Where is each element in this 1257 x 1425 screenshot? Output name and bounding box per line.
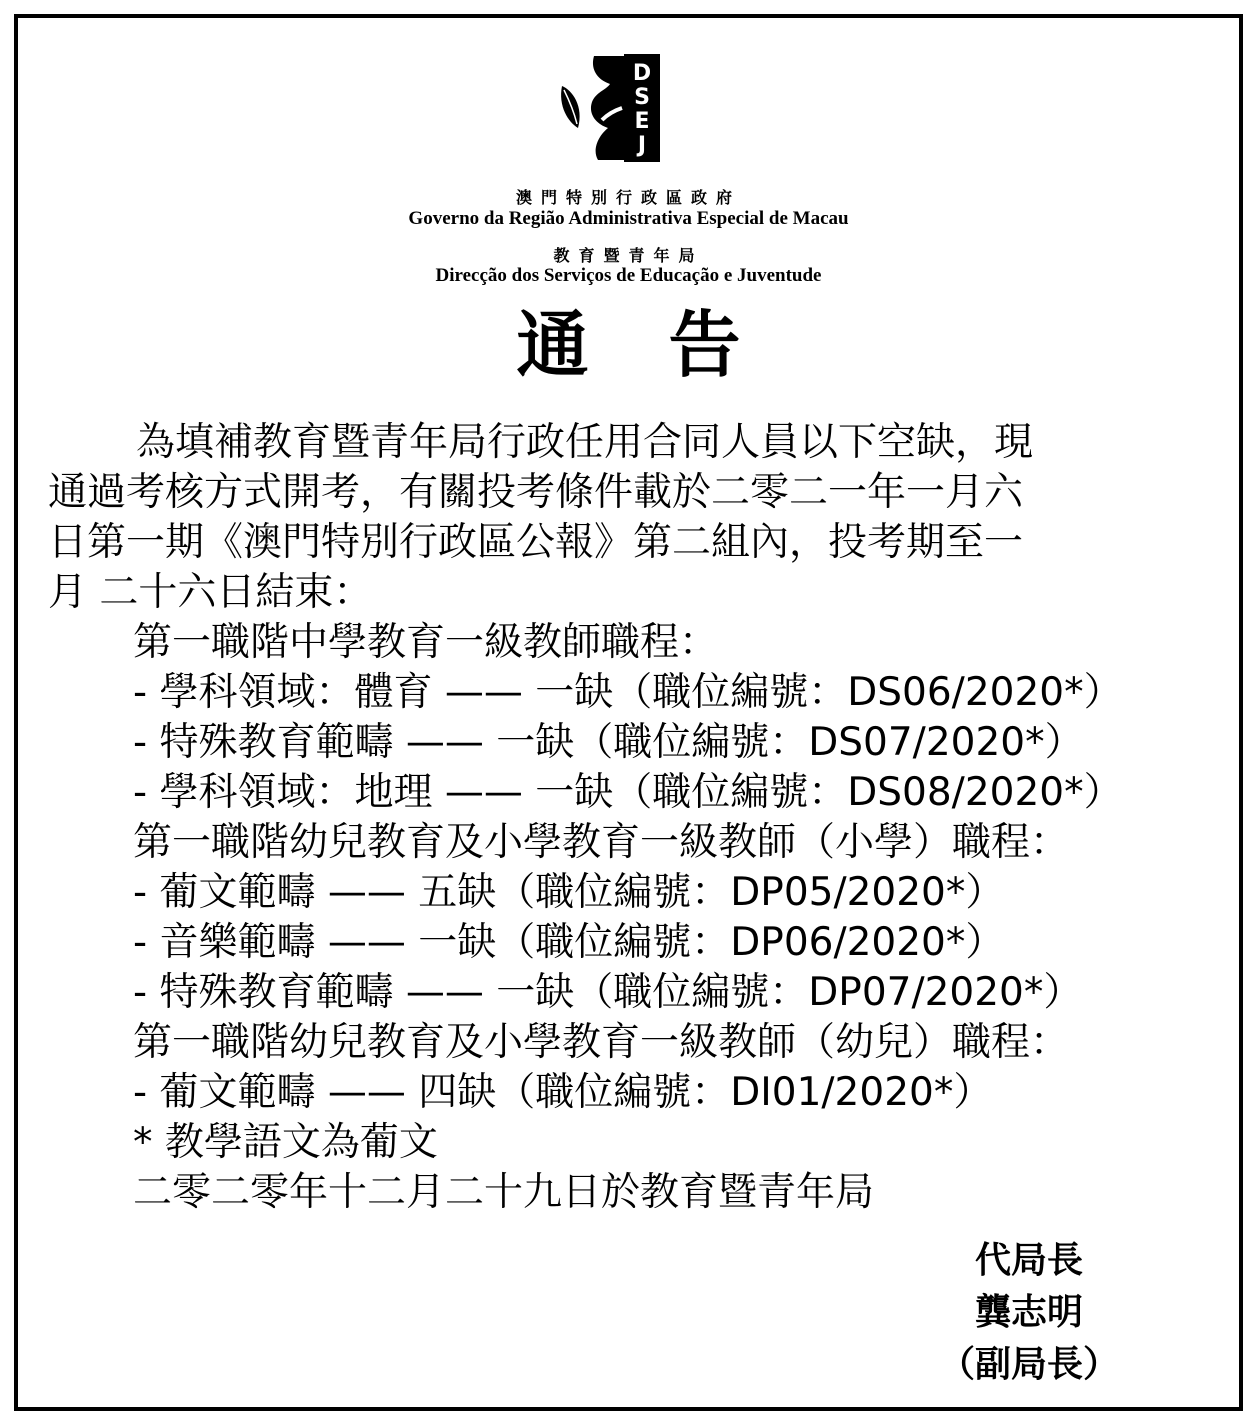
government-name-pt: Governo da Região Administrativa Especial de Macau (408, 208, 849, 229)
government-name-zh: 澳門特別行政區政府 (515, 188, 741, 207)
intro-paragraph (48, 418, 1218, 618)
department-name-pt: Direcção dos Serviços de Educação e Juventude (435, 265, 822, 286)
signature-role: 代局長 (974, 1240, 1083, 1281)
signature-block (939, 1235, 1119, 1391)
svg-text:E: E (634, 109, 650, 134)
dsej-logo (558, 50, 668, 170)
vacancy-item: - 特殊教育範疇 —— 一缺（職位編號：DP07/2020*） (133, 970, 1083, 1015)
vacancy-item: - 學科領域：體育 —— 一缺（職位編號：DS06/2020*） (133, 670, 1123, 715)
career-heading: 第一職階幼兒教育及小學教育一級教師（小學）職程： (133, 820, 1070, 865)
issue-date: 二零二零年十二月二十九日於教育暨青年局 (133, 1170, 875, 1215)
intro-line: 為填補教育暨青年局行政任用合同人員以下空缺，現 (136, 420, 1034, 465)
svg-text:J: J (637, 133, 647, 158)
signature-name: 龔志明 (974, 1292, 1083, 1333)
vacancy-item: - 葡文範疇 —— 四缺（職位編號：DI01/2020*） (133, 1070, 993, 1115)
vacancy-list (133, 618, 1123, 1218)
vacancy-item: - 葡文範疇 —— 五缺（職位編號：DP05/2020*） (133, 870, 1005, 915)
language-note: * 教學語文為葡文 (133, 1120, 438, 1165)
career-heading: 第一職階幼兒教育及小學教育一級教師（幼兒）職程： (133, 1020, 1070, 1065)
intro-line: 通過考核方式開考，有關投考條件載於二零二一年一月六 (48, 470, 1024, 515)
svg-text:D: D (632, 61, 652, 86)
intro-line: 日第一期《澳門特別行政區公報》第二組內，投考期至一 (48, 520, 1024, 565)
signature-position: （副局長） (938, 1344, 1119, 1385)
notice-title: 通告 (516, 303, 821, 387)
svg-text:S: S (634, 85, 650, 110)
vacancy-item: - 音樂範疇 —— 一缺（職位編號：DP06/2020*） (133, 920, 1005, 965)
vacancy-item: - 學科領域：地理 —— 一缺（職位編號：DS08/2020*） (133, 770, 1123, 815)
vacancy-item: - 特殊教育範疇 —— 一缺（職位編號：DS07/2020*） (133, 720, 1084, 765)
intro-line: 月 二十六日結束： (48, 570, 373, 615)
career-heading: 第一職階中學教育一級教師職程： (133, 620, 719, 665)
department-name-zh: 教育暨青年局 (553, 246, 704, 265)
